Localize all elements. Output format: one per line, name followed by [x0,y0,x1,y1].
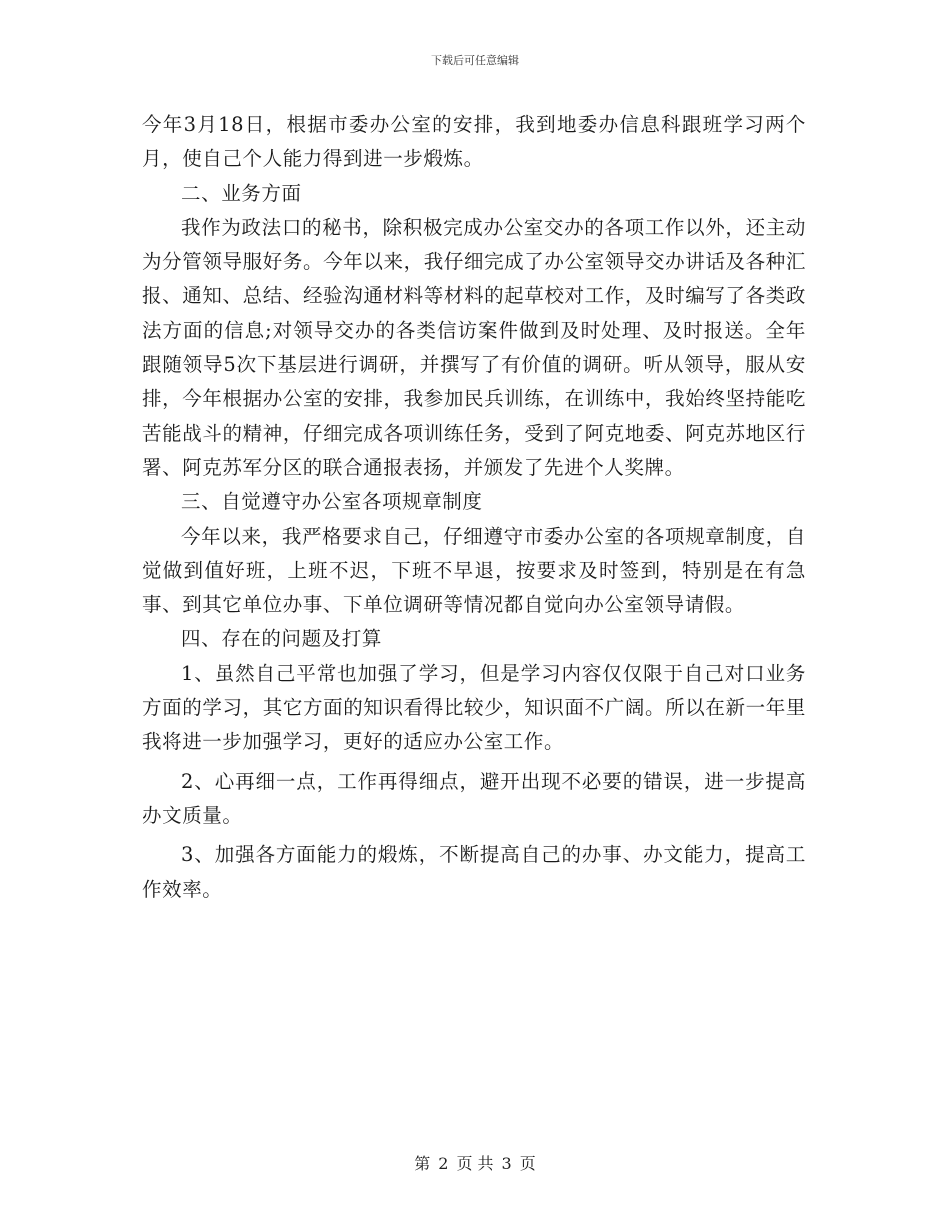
footer-total-pages: 3 [501,1154,512,1173]
section-heading-problems: 四、存在的问题及打算 [181,627,383,651]
footer-page-number: 2 [438,1154,449,1173]
paragraph-problem-3: 3、加强各方面能力的煅炼，不断提高自己的办事、办文能力，提高工作效率。 [142,843,806,901]
paragraph-problem-2: 2、心再细一点，工作再得细点，避开出现不必要的错误，进一步提高办文质量。 [142,769,806,827]
paragraph-business: 我作为政法口的秘书，除积极完成办公室交办的各项工作以外，还主动为分管领导服好务。今年以来，我仔细完成了办公室领导交办讲话及各种汇报、通知、总结、经验沟通材料等材料的起草校对工作，及时编写了各类政法方面的信息;对领导交办的各类信访案件做到及时处理、及时报送。全年跟随领导5次下基层进行调研，并撰写了有价值的调研。听从领导，服从安排，今年根据办公室的安排，我参加民兵训练，在训练中，我始终坚持能吃苦能战斗的精神，仔细完成各项训练任务，受到了阿克地委、阿克苏地区行署、阿克苏军分区的联合通报表扬，并颁发了先进个人奖牌。 [142,215,806,479]
page-footer [0,1153,950,1175]
document-body [142,108,806,907]
footer-prefix: 第 [414,1154,431,1173]
footer-suffix: 页 [519,1154,536,1173]
section-heading-rules: 三、自觉遵守办公室各项规章制度 [181,490,483,514]
paragraph-continuation: 今年3月18日，根据市委办公室的安排，我到地委办信息科跟班学习两个月，使自己个人能力得到进一步煅炼。 [142,113,806,171]
section-heading-business: 二、业务方面 [181,181,302,205]
page-header: 下载后可任意编辑 [431,54,519,67]
paragraph-problem-1: 1、虽然自己平常也加强了学习，但是学习内容仅仅限于自己对口业务方面的学习，其它方面的知识看得比较少，知识面不广阔。所以在新一年里我将进一步加强学习，更好的适应办公室工作。 [142,661,806,754]
footer-middle: 页 共 [456,1154,494,1173]
paragraph-rules: 今年以来，我严格要求自己，仔细遵守市委办公室的各项规章制度，自觉做到值好班，上班不迟，下班不早退，按要求及时签到，特别是在有急事、到其它单位办事、下单位调研等情况都自觉向办公室领导请假。 [142,524,806,617]
